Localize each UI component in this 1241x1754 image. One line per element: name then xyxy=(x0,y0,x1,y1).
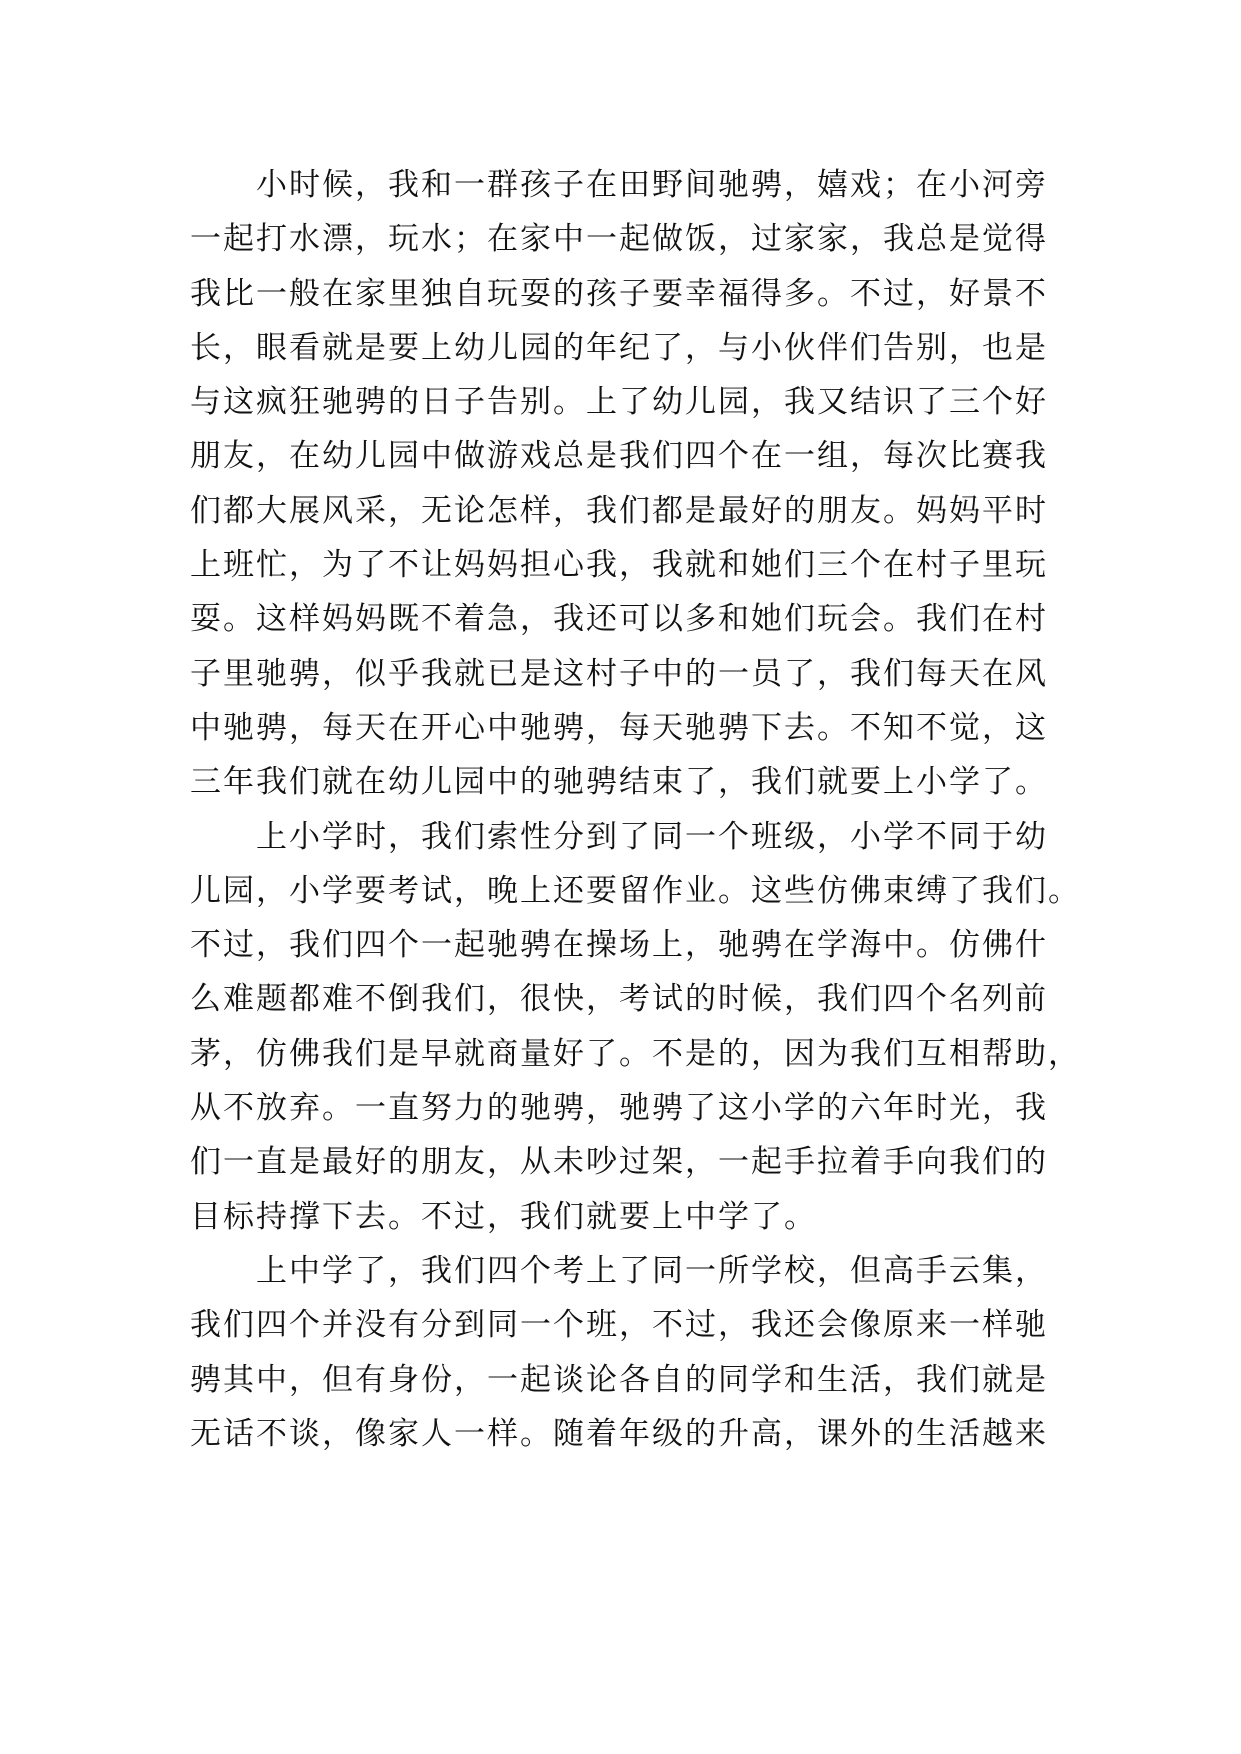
text-line: 我比一般在家里独自玩耍的孩子要幸福得多。不过，好景不 xyxy=(190,275,1048,312)
text-line: 小时候，我和一群孩子在田野间驰骋，嬉戏；在小河旁 xyxy=(190,167,1048,203)
text-line: 们一直是最好的朋友，从未吵过架，一起手拉着手向我们的 xyxy=(190,1144,1048,1181)
text-line: 目标持撑下去。不过，我们就要上中学了。 xyxy=(190,1198,817,1235)
text-line: 无话不谈，像家人一样。随着年级的升高，课外的生活越来 xyxy=(190,1415,1048,1452)
text-line: 一起打水漂，玩水；在家中一起做饭，过家家，我总是觉得 xyxy=(190,221,1048,258)
text-line: 上中学了，我们四个考上了同一所学校，但高手云集， xyxy=(190,1252,1048,1289)
text-line: 长，眼看就是要上幼儿园的年纪了，与小伙伴们告别，也是 xyxy=(190,329,1048,366)
text-line: 儿园，小学要考试，晚上还要留作业。这些仿佛束缚了我们。 xyxy=(190,872,1081,909)
text-line: 三年我们就在幼儿园中的驰骋结束了，我们就要上小学了。 xyxy=(190,764,1048,801)
text-line: 不过，我们四个一起驰骋在操场上，驰骋在学海中。仿佛什 xyxy=(190,927,1048,964)
text-line: 们都大展风采，无论怎样，我们都是最好的朋友。妈妈平时 xyxy=(190,492,1048,529)
text-line: 中驰骋，每天在开心中驰骋，每天驰骋下去。不知不觉，这 xyxy=(190,709,1048,746)
text-line: 我们四个并没有分到同一个班，不过，我还会像原来一样驰 xyxy=(190,1307,1048,1344)
text-line: 与这疯狂驰骋的日子告别。上了幼儿园，我又结识了三个好 xyxy=(190,384,1048,421)
text-line: 上班忙，为了不让妈妈担心我，我就和她们三个在村子里玩 xyxy=(190,547,1048,584)
text-line: 骋其中，但有身份，一起谈论各自的同学和生活，我们就是 xyxy=(190,1361,1048,1398)
text-line: 朋友，在幼儿园中做游戏总是我们四个在一组，每次比赛我 xyxy=(190,438,1048,475)
text-line: 从不放弃。一直努力的驰骋，驰骋了这小学的六年时光，我 xyxy=(190,1090,1048,1127)
text-line: 子里驰骋，似乎我就已是这村子中的一员了，我们每天在风 xyxy=(190,655,1048,692)
body-text xyxy=(190,158,1081,1461)
text-line: 么难题都难不倒我们，很快，考试的时候，我们四个名列前 xyxy=(190,981,1048,1018)
text-line: 茅，仿佛我们是早就商量好了。不是的，因为我们互相帮助， xyxy=(190,1035,1081,1072)
text-line: 上小学时，我们索性分到了同一个班级，小学不同于幼 xyxy=(190,818,1048,855)
text-line: 耍。这样妈妈既不着急，我还可以多和她们玩会。我们在村 xyxy=(190,601,1048,638)
